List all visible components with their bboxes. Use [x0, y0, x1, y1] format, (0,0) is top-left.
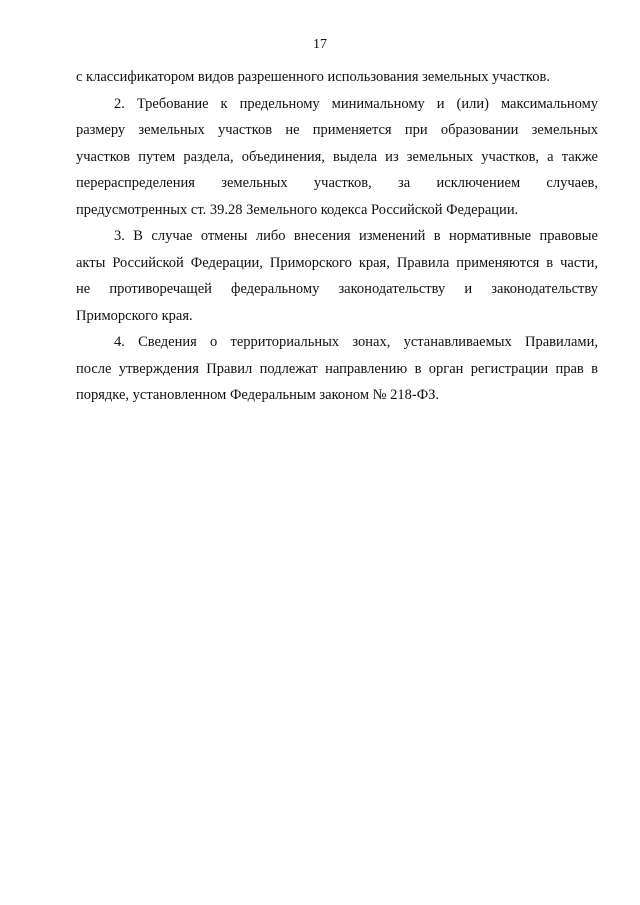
paragraph-2 — [76, 91, 598, 224]
paragraph-continuation — [76, 64, 598, 91]
text-line: размеру земельных участков не применяется при образовании земельных — [76, 122, 598, 138]
text-line: участков путем раздела, объединения, выдела из земельных участков, а также — [76, 148, 598, 165]
text-line: 4. Сведения о территориальных зонах, устанавливаемых Правилами, — [114, 334, 598, 350]
text-line: акты Российской Федерации, Приморского края, Правила применяются в части, — [76, 254, 598, 271]
text-line: 2. Требование к предельному минимальному и (или) максимальному — [114, 95, 598, 112]
paragraph-3 — [76, 223, 598, 329]
text-line: не противоречащей федеральному законодательству и законодательству — [76, 281, 598, 297]
page-number: 17 — [313, 37, 327, 52]
text-line: после утверждения Правил подлежат направлению в орган регистрации прав в — [76, 360, 598, 377]
text-line: 3. В случае отмены либо внесения изменений в нормативные правовые — [114, 228, 598, 244]
text-line: порядке, установленном Федеральным законом № 218-ФЗ. — [76, 387, 440, 403]
text-line: перераспределения земельных участков, за исключением случаев, — [76, 175, 598, 191]
text-line: предусмотренных ст. 39.28 Земельного кодекса Российской Федерации. — [76, 201, 519, 218]
text-line: Приморского края. — [76, 307, 193, 324]
paragraph-4 — [76, 329, 598, 409]
document-body — [76, 64, 598, 409]
text-line: с классификатором видов разрешенного использования земельных участков. — [76, 69, 550, 85]
